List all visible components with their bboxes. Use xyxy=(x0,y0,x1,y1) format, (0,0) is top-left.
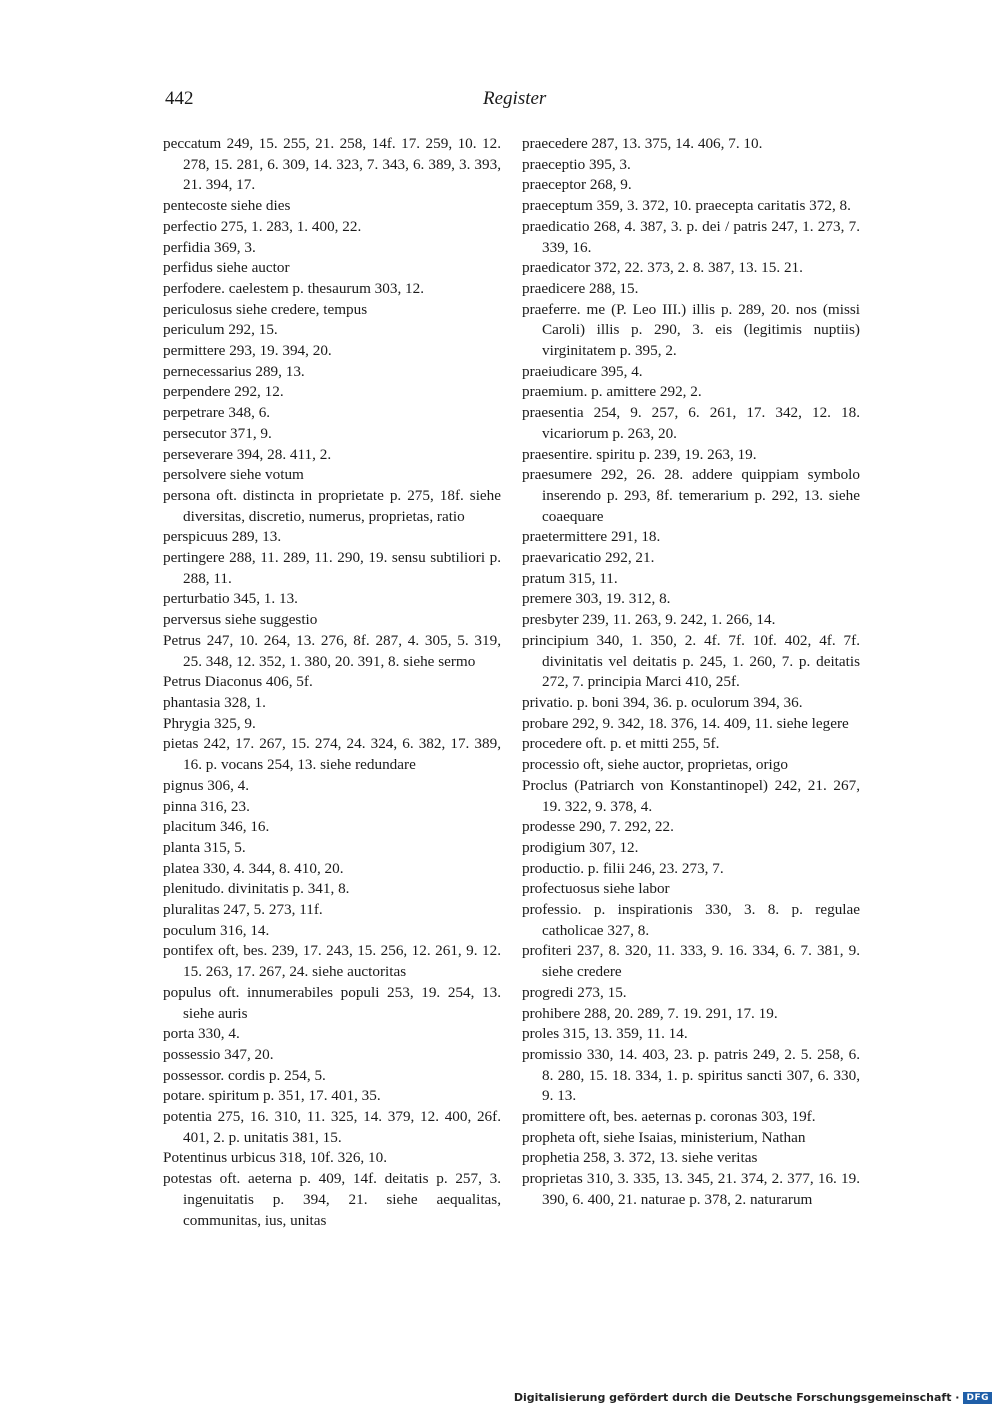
index-entry: promissio 330, 14. 403, 23. p. patris 249, 2. 5. 258, 6. 8. 280, 15. 18. 334, 1. p. spiritus sancti 307, 6. 330, 9. 13. xyxy=(522,1045,860,1105)
index-entry: presbyter 239, 11. 263, 9. 242, 1. 266, 14. xyxy=(522,611,776,629)
index-entry: Petrus 247, 10. 264, 13. 276, 8f. 287, 4. 305, 5. 319, 25. 348, 12. 352, 1. 380, 20. 391, 8. siehe sermo xyxy=(163,631,501,670)
index-entry: praedicator 372, 22. 373, 2. 8. 387, 13. 15. 21. xyxy=(522,259,803,277)
page-number: 442 xyxy=(165,88,194,109)
index-entry: populus oft. innumerabiles populi 253, 19. 254, 13. siehe auris xyxy=(163,983,501,1022)
index-entry: praeiudicare 395, 4. xyxy=(522,362,643,380)
index-entry: persolvere siehe votum xyxy=(163,466,304,484)
index-entry: phantasia 328, 1. xyxy=(163,693,266,711)
index-entry: profiteri 237, 8. 320, 11. 333, 9. 16. 334, 6. 7. 381, 9. siehe credere xyxy=(522,942,860,981)
index-entry: perpetrare 348, 6. xyxy=(163,404,271,422)
index-entry: planta 315, 5. xyxy=(163,838,246,856)
index-entry: principium 340, 1. 350, 2. 4f. 7f. 10f. 402, 4f. 7f. divinitatis vel deitatis p. 245, 1. 260, 7. p. deitatis 272, 7. principia Marci 410, 25f. xyxy=(522,631,860,691)
index-entry: praesumere 292, 26. 28. addere quippiam symbolo inserendo p. 293, 8f. temerarium p. 292, 13. siehe coaequare xyxy=(522,466,860,525)
index-entry: plenitudo. divinitatis p. 341, 8. xyxy=(163,880,350,898)
index-entry: pontifex oft, bes. 239, 17. 243, 15. 256, 12. 261, 9. 12. 15. 263, 17. 267, 24. siehe auctoritas xyxy=(163,942,501,981)
index-entry: perversus siehe suggestio xyxy=(163,611,318,629)
index-entry: potare. spiritum p. 351, 17. 401, 35. xyxy=(163,1087,381,1105)
index-entry: Proclus (Patriarch von Konstantinopel) 242, 21. 267, 19. 322, 9. 378, 4. xyxy=(522,776,860,815)
index-entry: procedere oft. p. et mitti 255, 5f. xyxy=(522,735,720,753)
index-entry: Petrus Diaconus 406, 5f. xyxy=(163,673,313,691)
index-entry: potentia 275, 16. 310, 11. 325, 14. 379, 12. 400, 26f. 401, 2. p. unitatis 381, 15. xyxy=(163,1108,501,1146)
index-entry: pernecessarius 289, 13. xyxy=(163,362,305,380)
index-entry: periculosus siehe credere, tempus xyxy=(163,300,368,318)
index-entry: privatio. p. boni 394, 36. p. oculorum 394, 36. xyxy=(522,693,803,711)
footer-credit xyxy=(514,1391,992,1404)
footer-text: Digitalisierung gefördert durch die Deutsche Forschungsgemeinschaft · xyxy=(513,1391,960,1404)
index-entry: Potentinus urbicus 318, 10f. 326, 10. xyxy=(163,1149,388,1167)
index-entry: perfectio 275, 1. 283, 1. 400, 22. xyxy=(163,217,362,235)
dfg-logo-icon: DFG xyxy=(963,1392,992,1404)
index-entry: pluralitas 247, 5. 273, 11f. xyxy=(163,901,323,919)
index-entry: perseverare 394, 28. 411, 2. xyxy=(163,445,332,463)
index-entry: perfidus siehe auctor xyxy=(163,259,290,277)
index-entry: peccatum 249, 15. 255, 21. 258, 14f. 17. 259, 10. 12. 278, 15. 281, 6. 309, 14. 323, 7. 343, 6. 389, 3. 393, 21. 394, 17. xyxy=(163,135,501,194)
index-entry: possessor. cordis p. 254, 5. xyxy=(163,1066,326,1084)
index-entry: Phrygia 325, 9. xyxy=(163,714,256,732)
index-entry: processio oft, siehe auctor, proprietas, origo xyxy=(522,756,788,774)
index-entry: pinna 316, 23. xyxy=(163,797,250,815)
index-entry: proles 315, 13. 359, 11. 14. xyxy=(522,1025,688,1043)
index-entry: profectuosus siehe labor xyxy=(522,880,670,898)
index-entry: persecutor 371, 9. xyxy=(163,424,272,442)
index-entry: prohibere 288, 20. 289, 7. 19. 291, 17. 19. xyxy=(522,1004,778,1022)
index-entry: praesentire. spiritu p. 239, 19. 263, 19. xyxy=(522,445,757,463)
index-entry: praeceptor 268, 9. xyxy=(522,176,632,194)
index-entry: perturbatio 345, 1. 13. xyxy=(163,590,298,608)
index-entry: pratum 315, 11. xyxy=(522,569,618,587)
index-entry: potestas oft. aeterna p. 409, 14f. deitatis p. 257, 3. ingenuitatis p. 394, 21. siehe aequalitas, communitas, ius, unitas xyxy=(163,1170,501,1229)
index-entry: praecedere 287, 13. 375, 14. 406, 7. 10. xyxy=(522,135,763,152)
index-entry: platea 330, 4. 344, 8. 410, 20. xyxy=(163,859,344,877)
index-entry: possessio 347, 20. xyxy=(163,1045,274,1063)
index-entry: professio. p. inspirationis 330, 3. 8. p. regulae catholicae 327, 8. xyxy=(522,901,860,939)
index-entry: praedicere 288, 15. xyxy=(522,279,639,297)
index-entry: perfidia 369, 3. xyxy=(163,238,256,256)
index-entry: praeceptio 395, 3. xyxy=(522,155,631,173)
index-entry: porta 330, 4. xyxy=(163,1025,240,1043)
index-entry: premere 303, 19. 312, 8. xyxy=(522,590,671,608)
index-entry: praevaricatio 292, 21. xyxy=(522,549,655,567)
index-column-left xyxy=(163,134,501,1231)
index-entry: prodigium 307, 12. xyxy=(522,838,639,856)
index-entry: placitum 346, 16. xyxy=(163,818,270,836)
index-entry: poculum 316, 14. xyxy=(163,921,270,939)
index-entry: persona oft. distincta in proprietate p. 275, 18f. siehe diversitas, discretio, numerus, proprietas, ratio xyxy=(163,486,501,525)
index-entry: proprietas 310, 3. 335, 13. 345, 21. 374, 2. 377, 16. 19. 390, 6. 400, 21. naturae p. 378, 2. naturarum xyxy=(522,1170,860,1208)
running-head: Register xyxy=(483,88,547,109)
index-entry: pietas 242, 17. 267, 15. 274, 24. 324, 6. 382, 17. 389, 16. p. vocans 254, 13. siehe redundare xyxy=(163,735,501,774)
index-entry: praedicatio 268, 4. 387, 3. p. dei / patris 247, 1. 273, 7. 339, 16. xyxy=(522,217,860,256)
index-column-right xyxy=(522,134,860,1211)
index-entry: prodesse 290, 7. 292, 22. xyxy=(522,818,674,836)
index-entry: periculum 292, 15. xyxy=(163,321,278,339)
index-entry: pertingere 288, 11. 289, 11. 290, 19. sensu subtiliori p. 288, 11. xyxy=(163,549,501,587)
index-entry: promittere oft, bes. aeternas p. coronas 303, 19f. xyxy=(522,1108,816,1126)
index-entry: productio. p. filii 246, 23. 273, 7. xyxy=(522,859,724,877)
index-entry: perfodere. caelestem p. thesaurum 303, 12. xyxy=(163,279,425,297)
index-entry: pentecoste siehe dies xyxy=(163,197,291,215)
index-entry: progredi 273, 15. xyxy=(522,983,627,1001)
index-entry: perpendere 292, 12. xyxy=(163,383,284,401)
index-entry: probare 292, 9. 342, 18. 376, 14. 409, 11. siehe legere xyxy=(522,714,849,732)
index-entry: praeferre. me (P. Leo III.) illis p. 289, 20. nos (missi Caroli) illis p. 290, 3. eis (legitimis nuptiis) virginitatem p. 395, 2. xyxy=(522,300,860,360)
index-entry: prophetia 258, 3. 372, 13. siehe veritas xyxy=(522,1149,758,1167)
index-entry: praemium. p. amittere 292, 2. xyxy=(522,383,702,401)
index-entry: praeceptum 359, 3. 372, 10. praecepta caritatis 372, 8. xyxy=(522,197,851,215)
index-entry: permittere 293, 19. 394, 20. xyxy=(163,342,332,360)
index-entry: pignus 306, 4. xyxy=(163,776,250,794)
index-entry: perspicuus 289, 13. xyxy=(163,528,282,546)
index-entry: propheta oft, siehe Isaias, ministerium, Nathan xyxy=(522,1128,806,1146)
index-entry: praesentia 254, 9. 257, 6. 261, 17. 342, 12. 18. vicariorum p. 263, 20. xyxy=(522,404,860,442)
index-entry: praetermittere 291, 18. xyxy=(522,528,661,546)
